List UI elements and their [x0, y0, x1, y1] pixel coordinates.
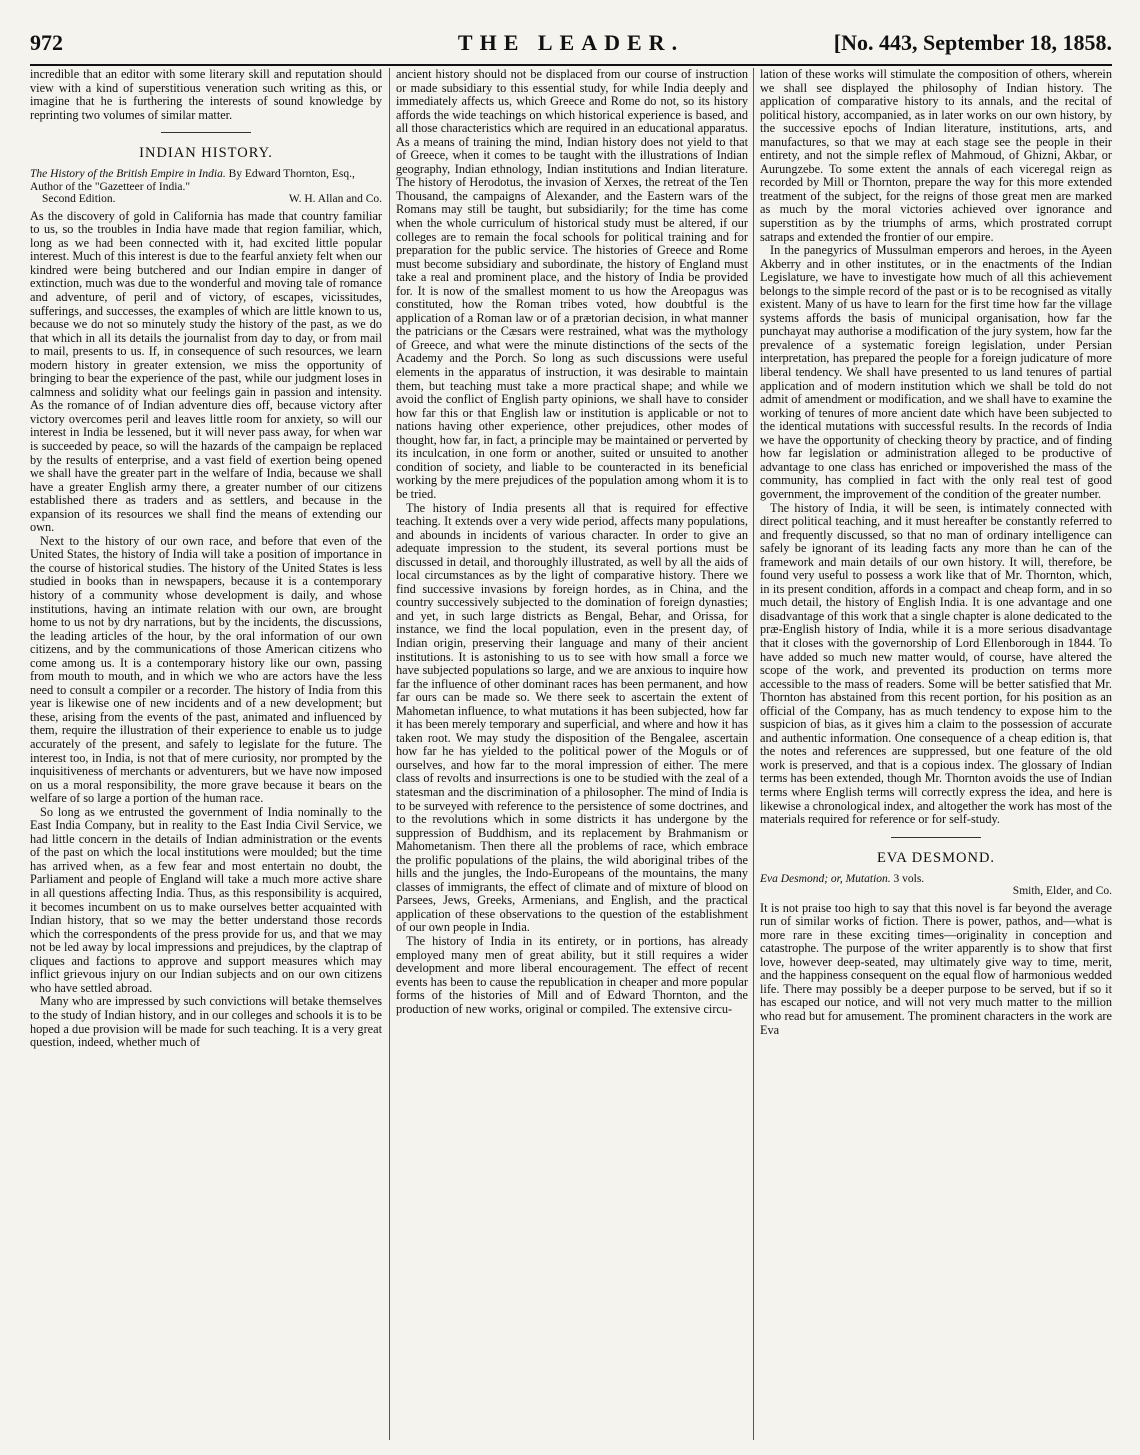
paragraph: lation of these works will stimulate the composition of others, wherein we shall see displayed the philosophy of Indian history. The application of comparative history to its annals, and the recital of political history, accompanied, as in later works on our own history, by the successive epochs of Indian literature, institutions, arts, and manufactures, so that we may at each stage see the people in their entirety, and not the simple reflex of Mahmoud, of Ghizni, Akbar, or Aurungzebe. To some extent the annals of each viceregal reign as recorded by Mill or Thornton, prepare the way for this more extended treatment of the subject, for the reigns of those great men are marked as much by the moral victories achieved over ignorance and superstition as by the triumphs of arms, which prostrated corrupt satraps and extended the frontier of our empire. [760, 68, 1112, 244]
paragraph: So long as we entrusted the government of India nominally to the East India Company, but in reality to the East India Civil Service, we had little concern in the details of Indian administration or the events of the past on which the local institutions were moulded; but the time has arrived when, as a few fear and most entertain no doubt, the Parliament and people of England will take a much more active share in all questions affecting India. Thus, as this responsibility is acquired, it becomes incumbent on us to make ourselves better acquainted with Indian history, that so we may the better understand those records which the correspondents of the press provide for us, and that we may not be led away by local impressions and prejudices, by the claptrap of cliques and factions to approve and support measures which may inflict grievous injury on our Indian subjects and on our own citizens who have settled abroad. [30, 804, 382, 995]
paragraph: As the discovery of gold in California has made that country familiar to us, so the troubles in India have made that region familiar, which, long as we had been connected with it, had excited little popular interest. Much of this interest is due to the fearful anxiety felt when our kindred were being butchered and our Indian empire in danger of extinction, much was due to the wonderful and moving tale of romance and adventure, of peril and of victory, of escapes, vicissitudes, sufferings, and successes, the examples of which are little known to us, because we do not so minutely study the history of the past, as we do that which in all its details the journalist from day to day, or from mail to mail, presents to us. If, in consequence of such resources, we learn modern history in greater extension, we miss the opportunity of bringing to bear the experience of the past, while our judgment loses in calmness and solidity what our feelings gain in passion and intensity. As the romance of of Indian adventure dies off, because victory after victory overcomes peril and leaves little room for anxiety, so will our interest in India be lessened, but it will never pass away, for when war is succeeded by peace, so will the hazards of the campaign be replaced by the results of enterprise, and a vast field of exertion being opened we shall have the greater part in the welfare of India, because we shall have a greater English army there, a greater number of our citizens established there as traders and as settlers, and because in the expansion of its resources we shall find the means of extending our own. [30, 208, 382, 535]
paragraph: ancient history should not be displaced from our course of instruction or made subsidiary to this essential study, for while India deeply and immediately affects us, which Greece and Rome do not, so its history affords the wide teachings on which historical experience is based, and all those characteristics which are required in an educational apparatus. As a means of training the mind, Indian history does not yield to that of Greece, when it comes to be taught with the illustrations of Indian geography, Indian ethnology, Indian institutions and Indian literature. The history of Herodotus, the invasion of Xerxes, the retreat of the Ten Thousand, the campaigns of Alexander, and the Eastern wars of the Romans may still be taught, but subsidiarily; for the time has come when the whole curriculum of historical study must be altered, if our colleges are to remain the focal schools for political training and for preparation for the public service. The histories of Greece and Rome must become subsidiary and subordinate, the history of England must take a real and prominent place, and the history of India be provided for. It is now of the smallest moment to us how the Areopagus was constituted, how the Roman tribes voted, how doubtful is the application of a Roman law or of a prætorian decision, in what manner the patricians or the Cæsars were restrained, what was the mythology of Greece, and what were the minute distinctions of the sects of the Academy and the Porch. So long as such discussions were useful elements in the apparatus of instruction, it was desirable to maintain them, but teaching must take a more practical shape; and while we avoid the conflict of English party opinions, we shall have to consider how far this or that English law or institution is applicable or not to nations having other experience, other prejudices, other modes of thought, how far, in fact, a principle may be maintained or perverted by its inculcation, in one form or another, suited or unsuited to another condition of society, and liable to be counteracted in its beneficial working by the mere prejudices of the population among whom it is to be tried. [396, 68, 748, 501]
column-rule [389, 68, 390, 1440]
book-author: By Edward Thornton, Esq., Author of the "Gazetteer of India." [30, 168, 355, 193]
page-number: 972 [30, 30, 63, 55]
book-reference [760, 873, 1112, 898]
paragraph: The history of India, it will be seen, is intimately connected with direct political teaching, and it must hereafter be constantly referred to and frequently discussed, so that no man of ordinary intelligence can safely be ignorant of its leading facts any more than he can of the framework and main details of our own history. It will, therefore, be found very useful to possess a work like that of Mr. Thornton, which, in its present condition, affords in a compact and cheap form, and in so much detail, the history of English India. It is one advantage and one disadvantage of this work that a single chapter is alone dedicated to the præ-English history of India, while it is a more serious disadvantage that it closes with the governorship of Lord Ellenborough in 1844. To have added so much new matter would, of course, have altered the scope of the work, and prevented its production on terms more accessible to the mass of readers. Some will be better satisfied that Mr. Thornton has abstained from this recent portion, for his position as an official of the Company, has as much tendency to expose him to the suspicion of bias, as it gives him a claim to the possession of accurate and authentic information. One consequence of a cheap edition is, that the notes and references are suppressed, but one feature of the old work is preserved, and that is a copious index. The glossary of Indian terms has been extended, though Mr. Thornton avoids the use of Indian terms where English terms will correctly express the idea, and here is likewise a chronological index, and altogether the work has most of the materials required for reference or for self-study. [760, 500, 1112, 827]
column-rule [753, 68, 754, 1440]
issue-date: [No. 443, September 18, 1858. [833, 30, 1112, 55]
masthead-title: THE LEADER. [457, 30, 685, 55]
section-heading: EVA DESMOND. [876, 849, 996, 866]
column-2 [396, 68, 748, 1440]
article-columns [30, 68, 1112, 1440]
paragraph: The history of India presents all that is required for effective teaching. It extends over a very wide period, affects many populations, and abounds in incidents of various character. In order to give an adequate impression to the student, its several portions must be discussed in detail, and thoroughly illustrated, as well by all the aids of local circumstances as by the light of comparative history. There we find successive invasions by foreign hordes, as in China, and the country successively subjected to the domination of foreign dynasties; and yet, in such large districts as Bengal, Behar, and Orissa, for instance, we find the local population, even in the present day, of Indian origin, preserving their language and many of their ancient institutions. It is astonishing to us to see with how small a force we have subjected populations so large, and we are anxious to inquire how far the influence of other dominant races has been permanent, and how far ours can be made so. We there seek to ascertain the extent of Mahometan influence, to what mutations it has been subjected, how far it has been merely temporary and superficial, and where and how it has taken root. We may study the disposition of the Bengalee, ascertain how far he has yielded to the political power of the Moguls or of ourselves, and how far to the moral impression of either. The mere class of revolts and insurrections is one to be studied with the zeal of a statesman and the discrimination of a philosopher. The mind of India is to be surveyed with reference to the persistence of some doctrines, and to the revolutions which in some districts it has undergone by the suppression of Buddhism, and its replacement by Brahmanism or Mahometanism. Then there all the problems of race, which embrace the prolific populations of the plains, the wild aboriginal tribes of the hills and the jungles, the Indo-Europeans of the mountains, the many classes of immigrants, the effect of climate and of mixture of blood on Parsees, Jews, Greeks, Armenians, and English, and the practical application of these observations to the question of the establishment of our own people in India. [396, 500, 748, 935]
column-1 [30, 68, 382, 1440]
paragraph: In the panegyrics of Mussulman emperors and heroes, in the Ayeen Akberry and in other institutes, or in the enactments of the Indian Legislature, we have to investigate how much of all this achievement belongs to the simple record of the past or is to be recognised as vitally existent. Many of us have to learn for the first time how far the village systems affords the basis of municipal organisation, how far the punchayat may authorise a modification of the jury system, how far the prevalence of a systematic foreign legislation, under Persian interpretation, has prepared the people for a foreign judicature of more liberal tendency. We shall have presented to us land tenures of partial application and of modern institution which we shall be told do not admit of amendment or modification, and we shall have to examine the working of tenures of more ancient date which have been subjected to the identical mutations with successful results. In the records of India we have the opportunity of checking theory by practice, and of finding how far legislation or administration alleged to be productive of advantage to one class has enriched or impoverished the mass of the community, has complied in fact with the only real test of good government, the improvement of the condition of the greater number. [760, 243, 1112, 501]
book-title: Eva Desmond; or, Mutation. [760, 872, 891, 885]
book-title: The History of the British Empire in India. [30, 168, 226, 181]
divider [891, 837, 981, 838]
masthead [30, 28, 1112, 66]
paragraph: It is not praise too high to say that this novel is far beyond the average run of similar works of fiction. There is power, pathos, and—what is more rare in these exciting times—originality in conception and catastrophe. The purpose of the writer apparently is to show that first love, however deep-seated, may ultimately give way to time, merit, and the happiness consequent on the equal flow of harmonious wedded life. There may possibly be a deeper purpose to be served, but if so it has escaped our notice, and will not very much matter to the million who read but for amusement. The prominent characters in the work are Eva [760, 900, 1112, 1037]
column-3 [760, 68, 1112, 1440]
book-publisher: W. H. Allan and Co. [288, 193, 382, 206]
book-reference [30, 168, 382, 206]
book-volumes: 3 vols. [893, 872, 925, 885]
section-heading: INDIAN HISTORY. [139, 145, 273, 162]
paragraph: Next to the history of our own race, and before that even of the United States, the history of India will take a position of importance in the course of historical studies. The history of the United States is less studied in books than in newspapers, because it is a contemporary history of a community whose development is daily, and whose institutions, having an intimate relation with our own, are brought home to us not by dry narrations, but by the incidents, the discussions, the leading articles of the hour, by the oral information of our own citizens, and by the communications of those American citizens who come among us. It is a contemporary history like our own, passing from mouth to mouth, and in which we who are actors have the less need to consult a compiler or a recorder. The history of India from this year is likewise one of new incidents and of a new development; but these, arising from the events of the past, animated and influenced by them, require the illustration of their experience to enable us to judge accurately of the present, and safely to legislate for the future. The interest too, in India, is not that of mere curiosity, nor prompted by the inquisitiveness of merchants or adventurers, but we have now imposed on us a moral responsibility, the more grave because it bears on the welfare of so large a portion of the human race. [30, 533, 382, 806]
paragraph: Many who are impressed by such convictions will betake themselves to the study of Indian history, and in our colleges and schools it is to be hoped a due provision will be made for such teaching. It is a very great question, indeed, whether much of [30, 994, 382, 1050]
divider [161, 132, 251, 133]
paragraph: The history of India in its entirety, or in portions, has already employed many men of great ability, but it still requires a wider development and more liberal encouragement. The effect of recent events has been to cause the republication in cheaper and more popular forms of the histories of Mill and of Edward Thornton, and the production of new works, original or compiled. The extensive circu- [396, 934, 748, 1016]
book-edition: Second Edition. [42, 193, 116, 206]
book-publisher: Smith, Elder, and Co. [1012, 885, 1112, 898]
paragraph: incredible that an editor with some literary skill and reputation should view with a kind of superstitious veneration such writing as this, or imagine that he is furthering the interests of sound knowledge by reprinting two volumes of similar matter. [30, 68, 382, 122]
